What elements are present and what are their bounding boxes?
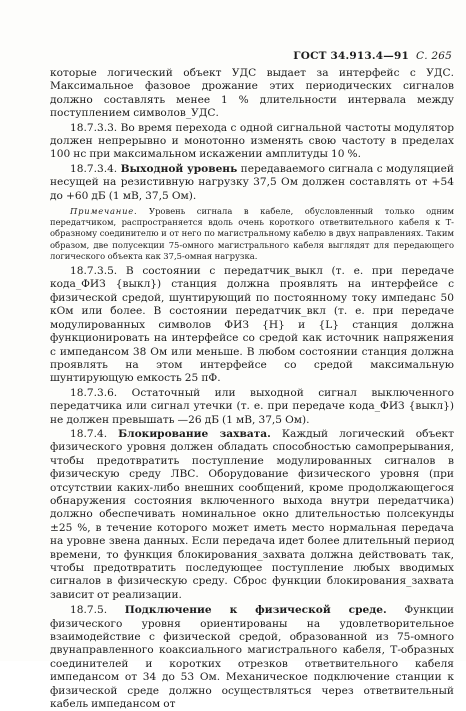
note-label: Примечание.	[70, 206, 138, 217]
section-title: Подключение к физической среде.	[124, 604, 387, 617]
document-body	[50, 67, 454, 711]
section-text: Каждый логический объект физического уровня должен обладать способностью самопрерывания, чтобы предотвратить поступление модулированных сигналов в физическую среду ЛВС. Оборудование физического уровня (при отсутствии каких-либо внешних сообщений, кроме продолжающегося обнаружения состояния включенного выхода внутри передатчика) должно обеспечивать номинальное окно длительностью полсекунды ±25 %, в течение которого может иметь место нормальная передача на уровне звена данных. Если передача идет более длительный период времени, то функция блокирования_захвата должна действовать так, чтобы предотвратить последующее поступление любых вводимых сигналов в физическую среду. Сброс функции блокирования_захвата зависит от реализации.	[50, 427, 454, 601]
section-text: Функции физического уровня ориентированы на удовлетворительное взаимодействие с физической средой, образованной из 75-омного двунаправленного коаксиального магистрального кабеля, Т-образных соединителей и коротких отрезков ответвительного кабеля импедансом от 34 до 53 Ом. Механическое подключение станции к физической среде должно осуществляться через ответвительный кабель импедансом от	[50, 604, 454, 711]
section-title: Выходной уровень	[120, 162, 238, 175]
section-title: Блокирование захвата.	[118, 427, 271, 440]
paragraph-18-7-3-3: 18.7.3.3. Во время перехода с одной сигнальной частоты модулятор должен непрерывно и монотонно изменять свою частоту в пределах 100 нс при максимальном искажении амплитуды 10 %.	[50, 121, 454, 161]
note-paragraph	[50, 206, 454, 262]
page-header	[293, 50, 452, 62]
section-text: передаваемого сигнала с модуляцией несущей на резистивную нагрузку 37,5 Ом должен составлять от +54 до +60 дБ (1 мВ, 37,5 Ом).	[50, 162, 454, 202]
paragraph-18-7-5	[50, 604, 454, 711]
standard-designation: ГОСТ 34.913.4—91	[293, 50, 409, 62]
paragraph-18-7-3-5: 18.7.3.5. В состоянии с передатчик_выкл (т. е. при передаче кода_ФИЗ {выкл}) станция должна проявлять на интерфейсе с физической средой, шунтирующий по постоянному току импеданс 50 кОм или более. В состоянии передатчик_вкл (т. е. при передаче модулированных символов ФИЗ {H} и {L} станция должна функционировать на интерфейсе со средой как источник напряжения с импедансом 38 Ом или меньше. В любом состоянии станция должна проявлять на этом интерфейсе со средой максимальную шунтирующую емкость 25 пФ.	[50, 265, 454, 385]
paragraph-18-7-3-4	[50, 163, 454, 203]
paragraph-18-7-3-6: 18.7.3.6. Остаточный или выходной сигнал выключенного передатчика или сигнал утечки (т. е. при передаче кода_ФИЗ {выкл}) не должен превышать —26 дБ (1 мВ, 37,5 Ом).	[50, 386, 454, 426]
section-number: 18.7.3.4.	[70, 162, 118, 175]
section-number: 18.7.4.	[70, 427, 108, 440]
paragraph-18-7-4	[50, 428, 454, 602]
page-number: С. 265	[416, 50, 452, 62]
section-number: 18.7.5.	[70, 604, 108, 617]
note-text: Уровень сигнала в кабеле, обусловленный только одним передатчиком, распространяется вдоль очень короткого ответвительного кабеля к Т-образному соединителю и от него по магистральному кабелю в двух направлениях. Таким образом, две полусекции 75-омного магистрального кабеля выглядят для передающего логического объекта как 37,5-омная нагрузка.	[50, 206, 454, 261]
paragraph-intro-continuation: которые логический объект УДС выдает за интерфейс с УДС. Максимальное фазовое дрожание этих периодических сигналов должно составлять менее 1 % длительности интервала между поступлением символов_УДС.	[50, 67, 454, 120]
